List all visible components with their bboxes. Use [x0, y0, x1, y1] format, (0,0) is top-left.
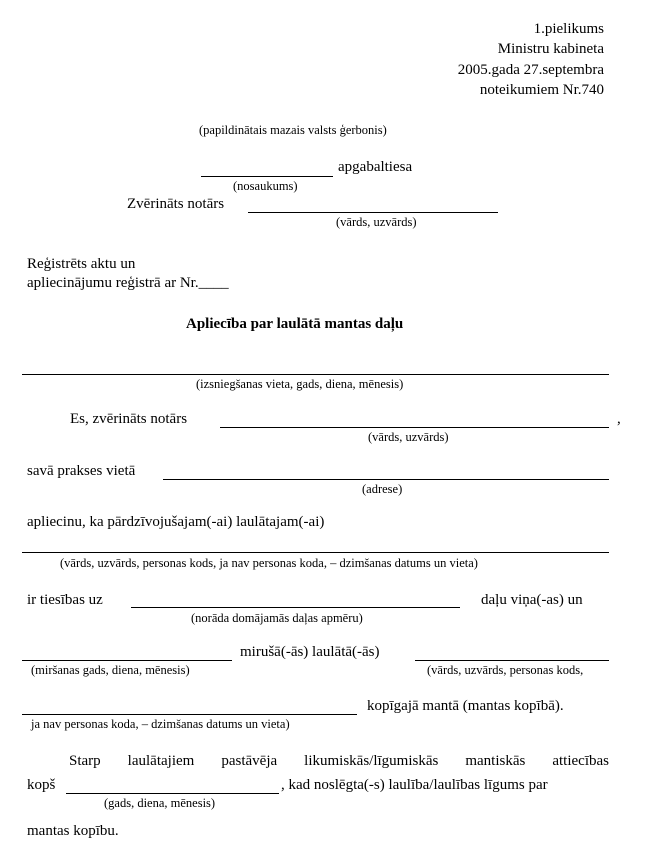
annex-date: 2005.gada 27.septembra: [457, 62, 604, 78]
death-date-line[interactable]: [22, 660, 232, 661]
rights-label: ir tiesības uz: [27, 592, 103, 608]
deceased-label: mirušā(-ās) laulātā(-ās): [240, 644, 380, 660]
relations-text: Starp laulātajiem pastāvēja likumiskās/līgumiskās mantiskās attiecības: [69, 753, 609, 769]
notary-caption: (vārds, uzvārds): [336, 215, 417, 229]
rights-suffix: daļu viņa(-as) un: [481, 592, 583, 608]
registry-line1: Reģistrēts aktu un: [27, 256, 136, 272]
coat-of-arms-note: (papildinātais mazais valsts ģerbonis): [199, 123, 387, 137]
court-suffix: apgabaltiesa: [338, 159, 413, 175]
since-date-line[interactable]: [66, 793, 279, 794]
deceased-spouse-line[interactable]: [415, 660, 609, 661]
document-title: Apliecība par laulātā mantas daļu: [186, 316, 404, 332]
practice-address-line[interactable]: [163, 479, 609, 480]
certify-text: apliecinu, ka pārdzīvojušajam(-ai) laulātajam(-ai): [27, 514, 325, 530]
court-name-line[interactable]: [201, 176, 333, 177]
deceased-details-line[interactable]: [22, 714, 357, 715]
death-caption: (miršanas gads, diena, mēnesis): [31, 663, 190, 677]
share-size-line[interactable]: [131, 607, 460, 608]
issue-place-caption: (izsniegšanas vieta, gads, diena, mēnesis): [196, 377, 404, 391]
surviving-spouse-caption: (vārds, uzvārds, personas kods, ja nav personas koda, – dzimšanas datums un vieta): [60, 556, 478, 570]
notary-statement-caption: (vārds, uzvārds): [368, 430, 449, 444]
issue-place-line[interactable]: [22, 374, 609, 375]
notary-statement-line[interactable]: [220, 427, 609, 428]
practice-label: savā prakses vietā: [27, 463, 136, 479]
deceased-caption-continued: ja nav personas koda, – dzimšanas datums un vieta): [31, 717, 290, 731]
final-line: mantas kopību.: [27, 823, 119, 839]
annex-regulation: noteikumiem Nr.740: [479, 82, 604, 98]
since-suffix: , kad noslēgta(-s) laulība/laulības līgums par: [281, 777, 548, 793]
surviving-spouse-line[interactable]: [22, 552, 609, 553]
notary-label: Zvērināts notārs: [127, 196, 225, 212]
share-caption: (norāda domājamās daļas apmēru): [191, 611, 363, 625]
comma: ,: [617, 411, 621, 427]
registry-line2: apliecinājumu reģistrā ar Nr.____: [27, 275, 229, 291]
notary-statement-label: Es, zvērināts notārs: [70, 411, 188, 427]
practice-caption: (adrese): [362, 482, 403, 496]
court-caption: (nosaukums): [233, 179, 298, 193]
annex-number: 1.pielikums: [533, 21, 604, 37]
joint-property-label: kopīgajā mantā (mantas kopībā).: [367, 698, 564, 714]
deceased-caption: (vārds, uzvārds, personas kods,: [427, 663, 584, 677]
since-caption: (gads, diena, mēnesis): [104, 796, 216, 810]
since-label: kopš: [27, 777, 56, 793]
notary-name-line[interactable]: [248, 212, 498, 213]
annex-cabinet: Ministru kabineta: [497, 41, 604, 57]
